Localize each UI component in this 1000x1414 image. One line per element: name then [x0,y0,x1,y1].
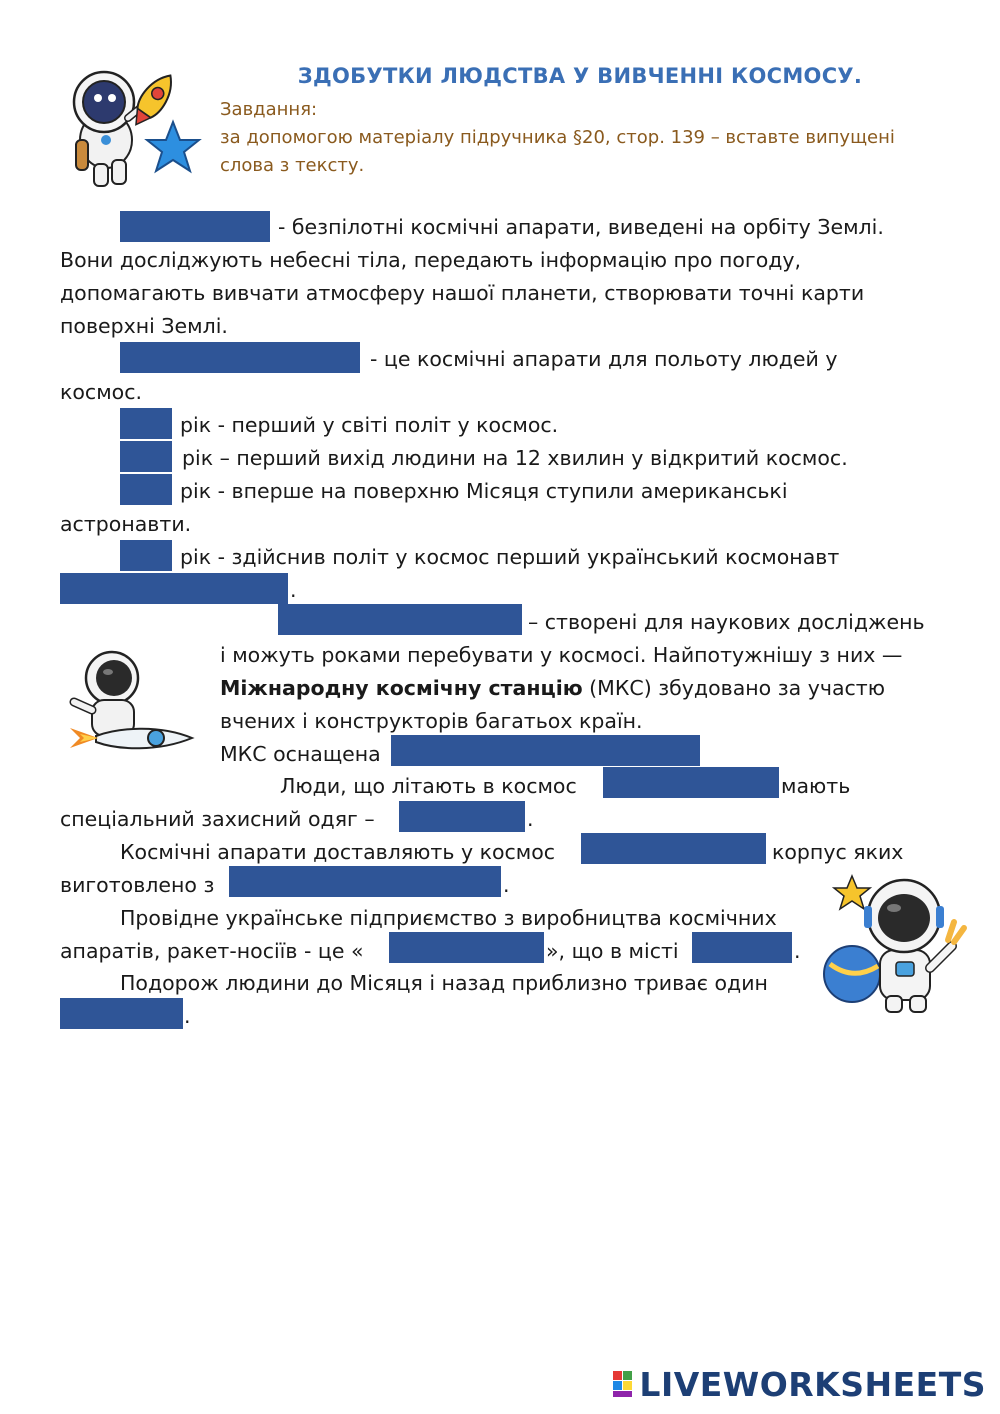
p1-line-c: допомагають вивчати атмосферу нашої планети, створювати точні карти [60,281,865,305]
moon-line: Подорож людини до Місяця і назад приблизно триває один [120,971,768,995]
rocket-line-b: корпус яких [772,840,904,864]
ent-line-c: », що в місті [546,939,679,963]
year-line-1: рік - перший у світі політ у космос. [180,413,559,437]
blank-cosmonaut-name[interactable] [60,573,288,604]
people-line-c: спеціальний захисний одяг – [60,807,375,831]
dot-2: . [527,807,534,831]
year-line-3a: рік - вперше на поверхню Місяця ступили американські [180,479,788,503]
logo-text: LIVEWORKSHEETS [639,1365,986,1404]
ent-line-a: Провідне українське підприємство з виробництва космічних [120,906,777,930]
st-line-b: і можуть роками перебувати у космосі. Найпотужнішу з них — [220,643,903,667]
blank-year-3[interactable] [120,474,172,505]
blank-year-1[interactable] [120,408,172,439]
iss-bold-text: Міжнародну космічну станцію [220,676,583,700]
rocket-line-c: виготовлено з [60,873,215,897]
blank-spaceships[interactable] [120,342,360,373]
blank-cosmonauts[interactable] [603,767,779,798]
astronaut-on-rocket-illustration [68,644,198,768]
blank-material[interactable] [229,866,501,897]
p2-line-a: - це космічні апарати для польоту людей у [370,347,838,371]
dot-1: . [290,578,297,602]
blank-mks-equipment[interactable] [391,735,700,766]
mks-line: МКС оснащена [220,742,381,766]
year-line-2: рік – перший вихід людини на 12 хвилин у відкритий космос. [182,446,848,470]
people-line-a: Люди, що літають в космос [280,774,577,798]
blank-year-4[interactable] [120,540,172,571]
blank-year-2[interactable] [120,441,172,472]
year-line-4: рік - здійснив політ у космос перший український космонавт [180,545,840,569]
dot-3: . [503,873,510,897]
page-title: ЗДОБУТКИ ЛЮДСТВА У ВИВЧЕННІ КОСМОСУ. [297,64,863,88]
st-line-d: вчених і конструкторів багатьох країн. [220,709,643,733]
p1-line-d: поверхні Землі. [60,314,228,338]
liveworksheets-logo [613,1365,986,1404]
people-line-b: мають [781,774,851,798]
rocket-line-a: Космічні апарати доставляють у космос [120,840,556,864]
task-text-1: за допомогою матеріалу підручника §20, стор. 139 – вставте випущені [220,127,895,148]
dot-5: . [184,1004,191,1028]
blank-rockets[interactable] [581,833,766,864]
task-text-2: слова з тексту. [220,155,365,176]
blank-city[interactable] [692,932,792,963]
ent-line-b: апаратів, ракет-носіїв - це « [60,939,364,963]
st-line-c: Міжнародну космічну станцію (МКС) збудовано за участю [220,676,885,700]
task-label: Завдання: [220,99,318,120]
astronaut-thumbs-up-illustration [820,868,970,1018]
blank-satellites[interactable] [120,211,270,242]
p1-line-b: Вони досліджують небесні тіла, передають інформацію про погоду, [60,248,802,272]
year-line-3b: астронавти. [60,512,192,536]
blank-stations[interactable] [278,604,522,635]
dot-4: . [794,939,801,963]
blank-spacesuit[interactable] [399,801,525,832]
astronaut-rocket-illustration [58,60,208,200]
p2-line-b: космос. [60,380,142,404]
st-line-a: – створені для наукових досліджень [528,610,925,634]
logo-mark-icon [613,1371,633,1399]
blank-duration[interactable] [60,998,183,1029]
p1-line-a: - безпілотні космічні апарати, виведені на орбіту Землі. [278,215,884,239]
blank-enterprise[interactable] [389,932,544,963]
